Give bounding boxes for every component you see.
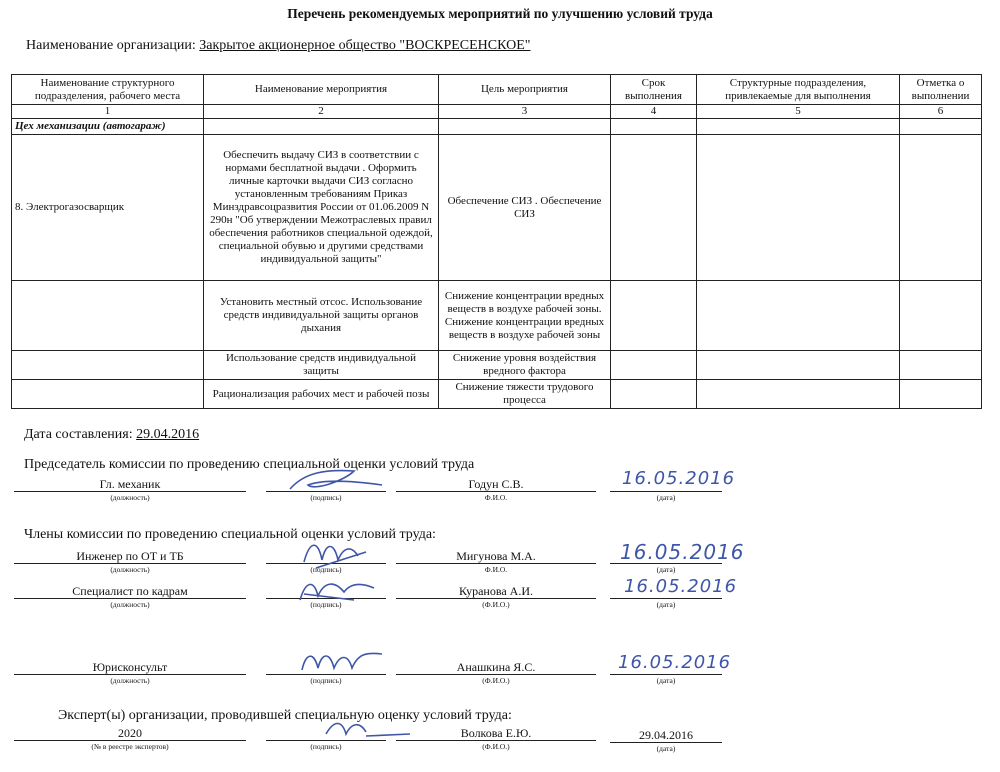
measure-cell: Установить местный отсос. Использование средств индивидуальной защиты органов дыхания: [204, 281, 439, 351]
workplace-cell: [12, 380, 204, 409]
organization-label: Наименование организации:: [26, 38, 196, 53]
goal-cell: Снижение уровня воздействия вредного фактора: [439, 351, 611, 380]
workplace-cell: [12, 351, 204, 380]
workplace-cell: 8. Электрогазосварщик: [12, 135, 204, 281]
column-header: Наименование мероприятия: [204, 75, 439, 105]
goal-cell: Снижение тяжести трудового процесса: [439, 380, 611, 409]
position-caption: (должность): [110, 676, 150, 685]
document-title: Перечень рекомендуемых мероприятий по улучшению условий труда: [287, 6, 713, 21]
date-caption: (дата): [656, 744, 676, 753]
column-number: 2: [204, 105, 439, 119]
chair-heading: Председатель комиссии по проведению специальной оценки условий труда: [24, 457, 475, 472]
date-caption: (дата): [656, 600, 676, 609]
measure-cell: Обеспечить выдачу СИЗ в соответствии с нормами бесплатной выдачи . Оформить личные карточки выдачи СИЗ согласно установленным требованиям Приказ Минздравсоцразвития России от 01.06.2009 N 290н "Об утверждении Межотраслевых правил обеспечения работников специальной одеждой, специальной обувью и другими средствами индивидуальной защиты": [204, 135, 439, 281]
table-row: [12, 135, 982, 281]
signature-caption: (подпись): [310, 742, 342, 751]
signature-caption: (подпись): [310, 676, 342, 685]
column-number-row: [12, 105, 982, 119]
section-title: Цех механизации (автогараж): [12, 119, 204, 135]
table-header-row: [12, 75, 982, 105]
signature-caption: (подпись): [310, 565, 342, 574]
position-caption: (должность): [110, 493, 150, 502]
fio-caption: (Ф.И.О.): [482, 676, 510, 685]
table-row: [12, 351, 982, 380]
expert-registry-number: 2020: [118, 726, 142, 740]
expert-date: 29.04.2016: [639, 728, 693, 742]
member-position: Специалист по кадрам: [72, 584, 188, 598]
member-signature: [294, 570, 384, 610]
member-position: Инженер по ОТ и ТБ: [76, 549, 184, 563]
member-signature: [296, 532, 376, 572]
chair-signed-date: 16.05.2016: [622, 468, 736, 489]
member-signed-date: 16.05.2016: [618, 652, 732, 673]
member-signature: [296, 640, 391, 680]
position-caption: (должность): [110, 600, 150, 609]
expert-name: Волкова Е.Ю.: [460, 726, 532, 740]
member-name: Куранова А.И.: [458, 584, 533, 598]
chair-name: Годун С.В.: [468, 477, 524, 491]
date-caption: (дата): [656, 676, 676, 685]
measures-table: [11, 74, 982, 409]
column-number: 5: [697, 105, 900, 119]
member-signed-date: 16.05.2016: [620, 540, 745, 564]
column-header: Срок выполнения: [611, 75, 697, 105]
compilation-date: [24, 427, 199, 443]
section-row: [12, 119, 982, 135]
signature-caption: (подпись): [310, 493, 342, 502]
column-header: Отметка о выполнении: [900, 75, 982, 105]
fio-caption: Ф.И.О.: [484, 565, 508, 574]
measure-cell: Использование средств индивидуальной защиты: [204, 351, 439, 380]
position-caption: (должность): [110, 565, 150, 574]
fio-caption: (Ф.И.О.): [482, 742, 510, 751]
organization-name: Закрытое акционерное общество "ВОСКРЕСЕНСКОЕ": [199, 38, 531, 53]
expert-heading: Эксперт(ы) организации, проводившей специальную оценку условий труда:: [58, 708, 512, 723]
column-number: 1: [12, 105, 204, 119]
date-caption: (дата): [656, 565, 676, 574]
compilation-date-label: Дата составления:: [24, 427, 133, 442]
column-number: 4: [611, 105, 697, 119]
chair-signature: [284, 463, 394, 499]
goal-cell: Обеспечение СИЗ . Обеспечение СИЗ: [439, 135, 611, 281]
table-row: [12, 281, 982, 351]
organization-line: [26, 38, 530, 54]
chair-position: Гл. механик: [99, 477, 161, 491]
goal-cell: Снижение концентрации вредных веществ в воздухе рабочей зоны. Снижение концентрации вредных веществ в воздухе рабочей зоны: [439, 281, 611, 351]
column-number: 6: [900, 105, 982, 119]
workplace-cell: [12, 281, 204, 351]
member-position: Юрисконсульт: [92, 660, 168, 674]
member-name: Мигунова М.А.: [456, 549, 536, 563]
compilation-date-value: 29.04.2016: [136, 427, 200, 442]
column-header: Структурные подразделения, привлекаемые для выполнения: [697, 75, 900, 105]
fio-caption: Ф.И.О.: [484, 493, 508, 502]
signature-caption: (подпись): [310, 600, 342, 609]
column-number: 3: [439, 105, 611, 119]
measure-cell: Рационализация рабочих мест и рабочей позы: [204, 380, 439, 409]
date-caption: (дата): [656, 493, 676, 502]
column-header: Цель мероприятия: [439, 75, 611, 105]
fio-caption: (Ф.И.О.): [482, 600, 510, 609]
member-name: Анашкина Я.С.: [456, 660, 536, 674]
table-row: [12, 380, 982, 409]
column-header: Наименование структурного подразделения, рабочего места: [12, 75, 204, 105]
registry-caption: (№ в реестре экспертов): [91, 742, 169, 751]
member-signed-date: 16.05.2016: [624, 576, 738, 597]
members-heading: Члены комиссии по проведению специальной оценки условий труда:: [24, 527, 436, 542]
